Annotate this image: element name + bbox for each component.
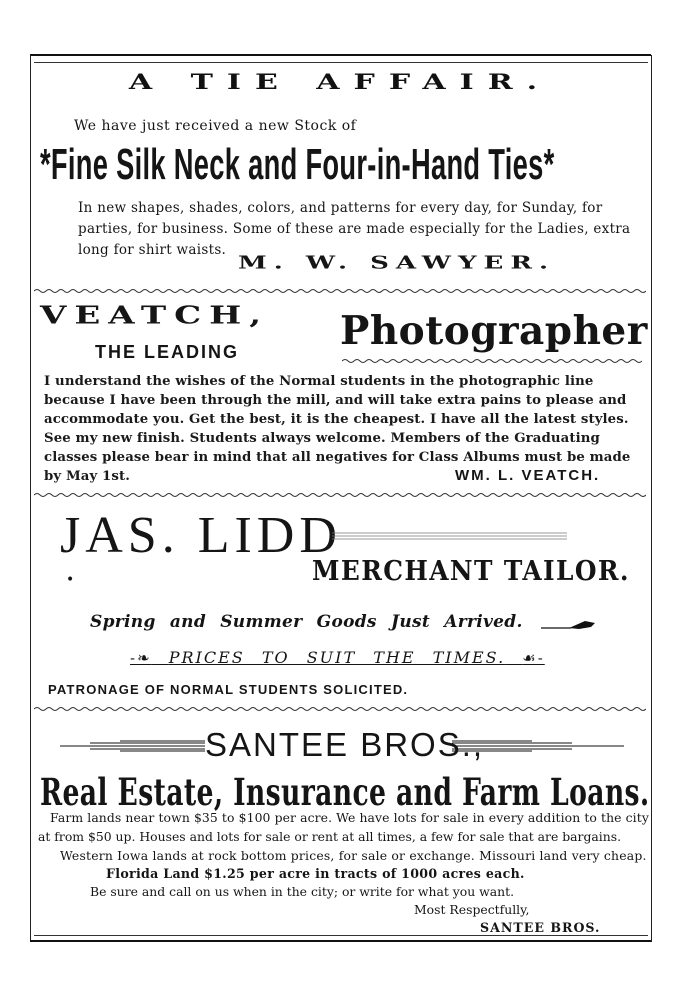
tie-ad-body: In new shapes, shades, colors, and patterns for every day, for Sunday, for parties, for business. Some of these are made especially for the Ladies, extra long for shirt waists. [78, 200, 631, 258]
santee-rule-left [60, 740, 205, 752]
lidd-spring-text: Spring and Summer Goods Just Arrived. [90, 612, 523, 632]
lidd-bullet: • [66, 572, 75, 588]
santee-headline: Real Estate, Insurance and Farm Loans. [40, 770, 650, 814]
santee-line-5: Be sure and call on us when in the city; or write for what you want. [90, 884, 515, 899]
wavy-divider-1 [34, 288, 646, 294]
santee-rule-right [452, 740, 624, 752]
lidd-trade: MERCHANT TAILOR. [312, 556, 630, 587]
page-bottom-inner-rule [34, 935, 648, 936]
veatch-signature: WM. L. VEATCH. [455, 467, 601, 484]
lidd-name: JAS. LIDD [60, 507, 342, 564]
santee-line-3: Western Iowa lands at rock bottom prices, for sale or exchange. Missouri land very cheap. [60, 848, 647, 863]
wavy-divider-3 [34, 706, 646, 712]
santee-closing: Most Respectfully, [414, 902, 530, 917]
veatch-photographer: Photographer [340, 308, 648, 354]
ornament-right-icon: ☙- [522, 649, 545, 667]
santee-line-4: Florida Land $1.25 per acre in tracts of 1000 acres each. [106, 866, 525, 881]
lidd-patronage: PATRONAGE OF NORMAL STUDENTS SOLICITED. [48, 682, 409, 697]
tie-ad-intro: We have just received a new Stock of [74, 118, 357, 134]
photographer-underline [342, 358, 642, 364]
lidd-spring-goods [90, 612, 601, 632]
wavy-divider-2 [34, 492, 646, 498]
lidd-prices-text: PRICES TO SUIT THE TIMES. [168, 648, 506, 667]
veatch-body: I understand the wishes of the Normal students in the photographic line because I have been through the mill, and will take extra pains to please and accommodate you. Get the best, it is the cheapest. I have all the latest styles. See my new finish. Students always welcome. Members of the Graduating classes please bear in mind that all negatives for Class Albums must be made by May 1st. [44, 374, 631, 484]
veatch-name: VEATCH, [40, 302, 270, 330]
veatch-leading: THE LEADING [95, 342, 240, 362]
lidd-rule-lines [332, 532, 567, 541]
tie-ad-title: A TIE AFFAIR. [128, 70, 552, 95]
pointing-hand-icon [541, 615, 601, 631]
page-bottom-rule [30, 940, 651, 942]
ornament-left-icon: -❧ [130, 649, 152, 667]
santee-line-2: at from $50 up. Houses and lots for sale or rent at all times, a few for sale that are bargains. [38, 829, 622, 844]
tie-ad-headline: *Fine Silk Neck and Four-in-Hand Ties* [40, 140, 555, 189]
santee-line-1: Farm lands near town $35 to $100 per acre. We have lots for sale in every addition to the city [50, 810, 649, 825]
lidd-prices-line [130, 648, 545, 667]
santee-name: SANTEE BROS., [205, 726, 485, 763]
tie-ad-signature: M. W. SAWYER. [238, 253, 556, 274]
santee-signature: SANTEE BROS. [480, 920, 601, 935]
